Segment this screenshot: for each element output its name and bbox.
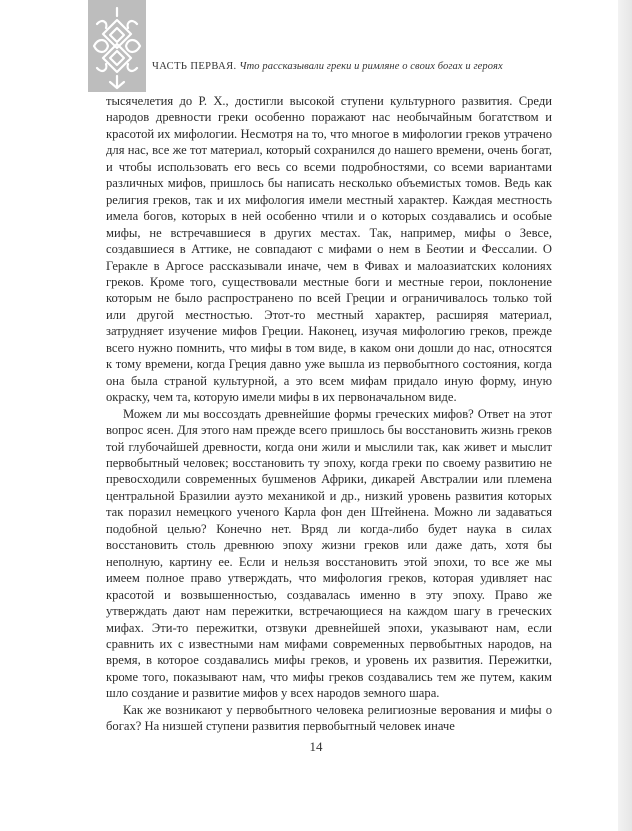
paragraph-2: Можем ли мы воссоздать древнейшие формы греческих мифов? Ответ на этот вопрос ясен. Для этого нам прежде всего пришлось бы восстановить жизнь греков той глубочайшей древности, когда они жили и мыслили так, как живет и мыслит первобытный человек; восстановить ту эпоху, когда греки по своему развитию не превосходили современных бушменов Африки, дикарей Австралии или племена центральной Бразилии ауэто механикой и др., низкий уровень развития которых так поразил немецкого ученого Карла фон ден Штейнена. Можно ли задаваться подобной целью? Конечно нет. Вряд ли когда-либо будет наука в силах восстановить столь древнюю эпоху жизни греков или даже дать, хотя бы неполную, картину ее. Если и нельзя восстановить этой эпохи, то все же мы имеем полное право утверждать, что мифология греков, которая удивляет нас красотой и возвышенностью, создавалась именно в эту эпоху. Право же утверждать дают нам пережитки, встречающиеся на каждом шагу в греческих мифах. Эти-то пережитки, отзвуки древнейшей эпохи, указывают нам, если сравнить их с известными нам мифами современных первобытных народов, на время, в которое создавались мифы греков, и уровень их развития. Пережитки, кроме того, показывают нам, что мифы греков создавались тем же путем, каким шло создание и развитие мифов у всех народов земного шара. <box>106 406 552 701</box>
paragraph-1: тысячелетия до Р. Х., достигли высокой ступени культурного развития. Среди народов древности греки особенно поражают нас необычайным богатством и красотой их мифологии. Несмотря на то, что многое в мифологии греков утрачено для нас, все же тот материал, который сохранился до нашего времени, очень богат, и чтобы использовать его весь со всеми подробностями, со всеми вариантами различных мифов, пришлось бы написать несколько объемистых томов. Ведь как религия греков, так и их мифология имели местный характер. Каждая местность имела богов, которых в ней особенно чтили и о которых создавались и особые мифы, не встречавшиеся в других местах. Так, например, мифы о Зевсе, создавшиеся в Аттике, не совпадают с мифами о нем в Беотии и Фессалии. О Геракле в Аргосе рассказывали иначе, чем в Фивах и малоазиатских колониях греков. Кроме того, существовали местные боги и местные герои, поклонение которым не было распространено по всей Греции и ограничивалось только той или другой местностью. Этот-то местный характер, расширяя материал, затрудняет изучение мифов Греции. Наконец, изучая мифологию греков, прежде всего нужно помнить, что мифы в том виде, в каком они дошли до нас, относятся к тому времени, когда Греция давно уже вышла из первобытного состояния, когда она была страной культурной, а это всем мифам придало иную форму, иную окраску, чем та, которую имели мифы в их первоначальном виде. <box>106 94 552 405</box>
ornamental-knot-icon <box>88 0 146 92</box>
page-edge-shadow <box>618 0 632 831</box>
body-text <box>106 93 552 735</box>
page-number: 14 <box>309 739 323 754</box>
running-head <box>152 61 503 72</box>
paragraph-3: Как же возникают у первобытного человека религиозные верования и мифы о богах? На низшей ступени развития первобытный человек иначе <box>106 702 552 734</box>
running-head-title: Что рассказывали греки и римляне о своих богах и героях <box>239 61 503 72</box>
running-head-part: ЧАСТЬ ПЕРВАЯ. <box>152 61 237 72</box>
